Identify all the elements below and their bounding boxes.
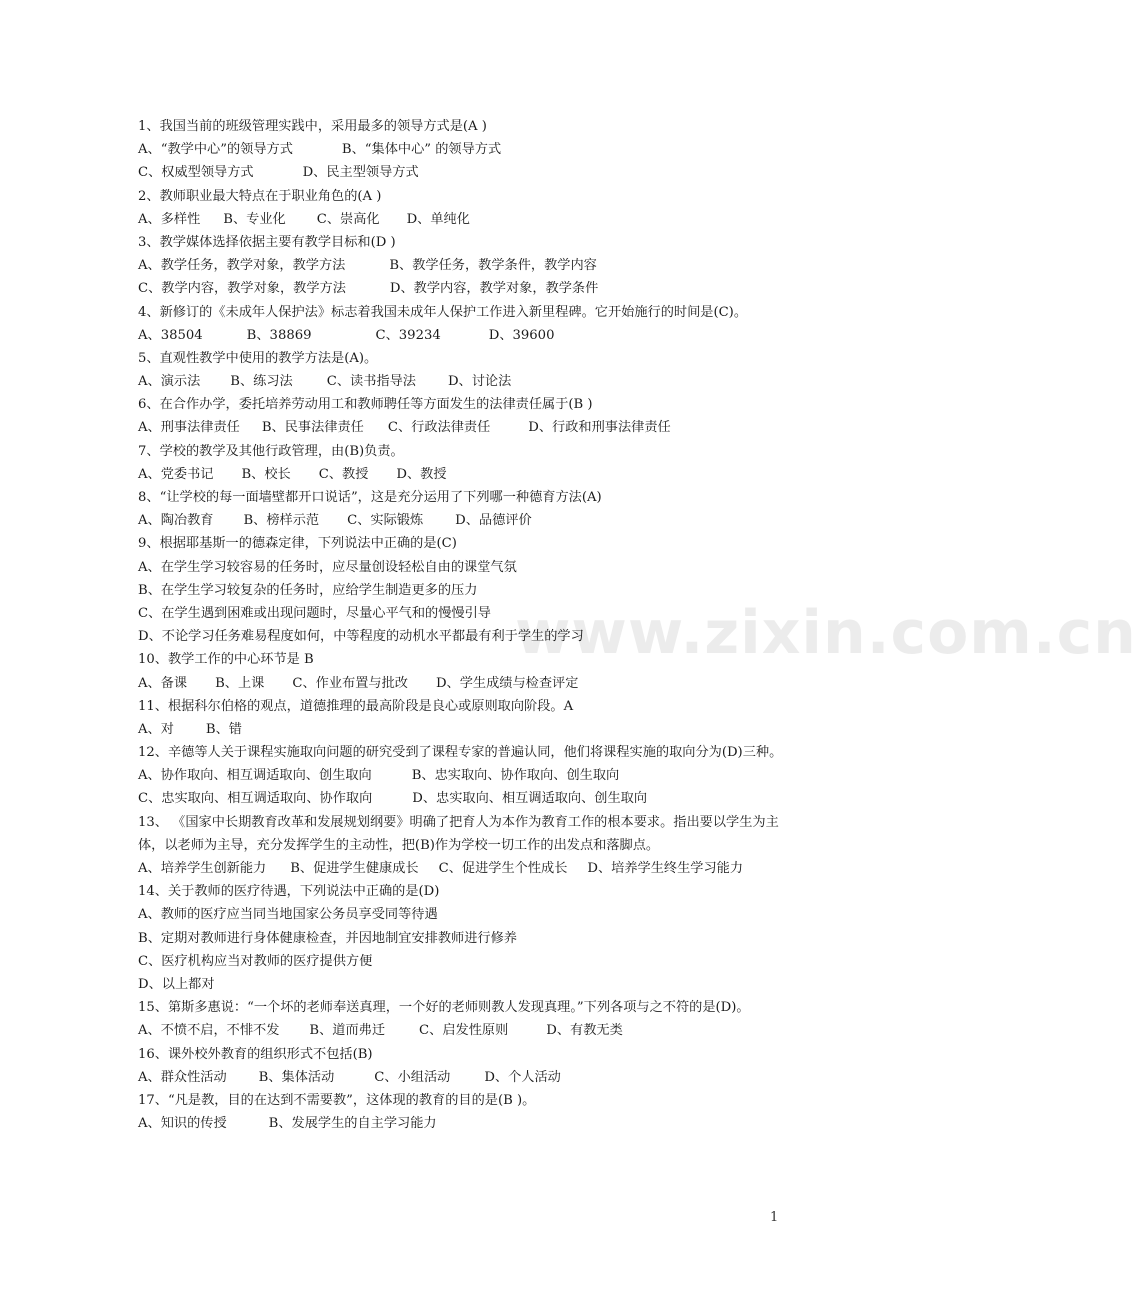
- answer-option: C、行政法律责任: [387, 420, 491, 436]
- answer-option: A、备课: [138, 675, 188, 691]
- options-row: [138, 1066, 800, 1089]
- answer-option: D、讨论法: [447, 374, 512, 390]
- options-row: [138, 138, 800, 161]
- options-row: [138, 161, 800, 184]
- answer-option: D、行政和刑事法律责任: [528, 420, 671, 436]
- question-line: C、医疗机构应当对教师的医疗提供方便: [138, 953, 373, 969]
- answer-option: A、党委书记: [138, 466, 214, 482]
- answer-option: B、榜样示范: [243, 513, 320, 529]
- options-row: [138, 1112, 800, 1135]
- question-line: 6、在合作办学，委托培养劳动用工和教师聘任等方面发生的法律责任属于(B ): [138, 397, 593, 413]
- options-row: [138, 718, 800, 741]
- question-line: 11、根据科尔伯格的观点，道德推理的最高阶段是良心或原则取向阶段。A: [138, 698, 574, 714]
- answer-option: A、不愤不启，不悱不发: [138, 1023, 280, 1039]
- answer-option: D、教学内容，教学对象，教学条件: [389, 281, 599, 297]
- options-row: [138, 416, 800, 439]
- answer-option: D、39600: [488, 327, 555, 343]
- answer-option: C、作业布置与批改: [292, 675, 408, 691]
- answer-option: B、38869: [246, 327, 312, 343]
- answer-option: A、多样性: [138, 211, 201, 227]
- question-line: 9、根据耶基斯一的德森定律，下列说法中正确的是(C): [138, 536, 457, 552]
- question-line: D、不论学习任务难易程度如何，中等程度的动机水平都最有利于学生的学习: [138, 629, 584, 645]
- answer-option: D、忠实取向、相互调适取向、创生取向: [412, 791, 648, 807]
- question-list: [138, 115, 800, 1135]
- question-line: 5、直观性教学中使用的教学方法是(A)。: [138, 350, 378, 366]
- answer-option: B、促进学生健康成长: [290, 861, 419, 877]
- answer-option: C、忠实取向、相互调适取向、协作取向: [138, 791, 373, 807]
- answer-option: B、道而弗迁: [309, 1023, 386, 1039]
- options-row: [138, 463, 800, 486]
- options-row: [138, 324, 800, 347]
- answer-option: B、上课: [215, 675, 265, 691]
- answer-option: C、教学内容，教学对象，教学方法: [138, 281, 346, 297]
- answer-option: B、民事法律责任: [261, 420, 364, 436]
- options-row: [138, 370, 800, 393]
- answer-option: D、有教无类: [546, 1023, 623, 1039]
- question-line: 17、“凡是教，目的在达到不需要教”，这体现的教育的目的是(B )。: [138, 1092, 536, 1108]
- options-row: [138, 787, 800, 810]
- answer-option: B、练习法: [230, 374, 293, 390]
- answer-option: A、38504: [138, 327, 203, 343]
- answer-option: A、群众性活动: [138, 1069, 227, 1085]
- answer-option: C、39234: [375, 327, 441, 343]
- answer-option: D、学生成绩与检查评定: [435, 675, 579, 691]
- answer-option: B、“集体中心” 的领导方式: [341, 142, 502, 158]
- answer-option: B、发展学生的自主学习能力: [268, 1116, 437, 1132]
- answer-option: C、实际锻炼: [347, 513, 424, 529]
- answer-option: A、对: [138, 721, 174, 737]
- answer-option: B、专业化: [223, 211, 286, 227]
- options-row: [138, 277, 800, 300]
- answer-option: C、教授: [318, 466, 369, 482]
- answer-option: A、培养学生创新能力: [138, 861, 267, 877]
- answer-option: C、启发性原则: [419, 1023, 509, 1039]
- answer-option: B、集体活动: [258, 1069, 335, 1085]
- question-line: B、在学生学习较复杂的任务时，应给学生制造更多的压力: [138, 582, 478, 598]
- answer-option: A、陶冶教育: [138, 513, 214, 529]
- question-line: 8、“让学校的每一面墙壁都开口说话”，这是充分运用了下列哪一种德育方法(A): [138, 490, 602, 505]
- options-row: [138, 1019, 800, 1042]
- answer-option: D、个人活动: [484, 1069, 561, 1085]
- answer-option: A、“教学中心”的领导方式: [138, 142, 293, 158]
- answer-option: C、读书指导法: [326, 374, 416, 390]
- question-line: 12、辛德等人关于课程实施取向问题的研究受到了课程专家的普遍认同，他们将课程实施的取向分为(D)三种。: [138, 745, 783, 761]
- options-row: [138, 672, 800, 695]
- question-line: B、定期对教师进行身体健康检查，并因地制宜安排教师进行修养: [138, 930, 517, 946]
- answer-option: B、校长: [241, 466, 291, 482]
- options-row: [138, 509, 800, 532]
- question-line: 7、学校的教学及其他行政管理，由(B)负责。: [138, 443, 404, 459]
- question-line: 13、 《国家中长期教育改革和发展规划纲要》明确了把育人为本作为教育工作的根本要求。指出要以学生为主体，以老师为主导，充分发挥学生的主动性，把(B)作为学校一切工作的出发点和落脚点。: [138, 814, 779, 853]
- question-line: 3、教学媒体选择依据主要有教学目标和(D ): [138, 234, 396, 250]
- question-line: A、教师的医疗应当同当地国家公务员享受同等待遇: [138, 907, 438, 923]
- answer-option: C、小组活动: [374, 1069, 451, 1085]
- answer-option: A、刑事法律责任: [138, 420, 240, 436]
- answer-option: B、错: [205, 721, 242, 737]
- answer-option: D、教授: [396, 466, 447, 482]
- question-line: 15、第斯多惠说：“一个坏的老师奉送真理，一个好的老师则教人发现真理。”下列各项与之不符的是(D)。: [138, 1000, 750, 1016]
- question-line: 10、教学工作的中心环节是 B: [138, 652, 314, 668]
- options-row: [138, 857, 800, 880]
- answer-option: B、教学任务，教学条件，教学内容: [389, 258, 597, 274]
- question-line: 4、新修订的《未成年人保护法》标志着我国未成年人保护工作进入新里程碑。它开始施行的时间是(C)。: [138, 304, 748, 320]
- answer-option: A、演示法: [138, 374, 201, 390]
- answer-option: D、品德评价: [455, 513, 532, 529]
- question-line: 14、关于教师的医疗待遇，下列说法中正确的是(D): [138, 884, 440, 900]
- answer-option: A、协作取向、相互调适取向、创生取向: [138, 768, 372, 784]
- question-line: D、以上都对: [138, 976, 215, 992]
- question-line: 1、我国当前的班级管理实践中，采用最多的领导方式是(A ): [138, 119, 487, 134]
- answer-option: A、知识的传授: [138, 1116, 227, 1132]
- question-line: 2、教师职业最大特点在于职业角色的(A ): [138, 188, 382, 204]
- answer-option: B、忠实取向、协作取向、创生取向: [411, 768, 620, 784]
- question-line: A、在学生学习较容易的任务时，应尽量创设轻松自由的课堂气氛: [138, 559, 517, 575]
- answer-option: A、教学任务，教学对象，教学方法: [138, 258, 346, 274]
- answer-option: D、培养学生终生学习能力: [587, 861, 744, 877]
- watermark: www.zixin.com.cn: [515, 598, 1137, 668]
- options-row: [138, 254, 800, 277]
- answer-option: D、民主型领导方式: [302, 165, 419, 181]
- options-row: [138, 208, 800, 231]
- question-line: C、在学生遇到困难或出现问题时，尽量心平气和的慢慢引导: [138, 605, 491, 621]
- answer-option: C、促进学生个性成长: [438, 861, 568, 877]
- question-line: 16、课外校外教育的组织形式不包括(B): [138, 1046, 373, 1062]
- answer-option: C、权威型领导方式: [138, 165, 254, 181]
- answer-option: D、单纯化: [406, 211, 470, 227]
- options-row: [138, 764, 800, 787]
- page-number: 1: [770, 1210, 779, 1225]
- answer-option: C、崇高化: [316, 211, 380, 227]
